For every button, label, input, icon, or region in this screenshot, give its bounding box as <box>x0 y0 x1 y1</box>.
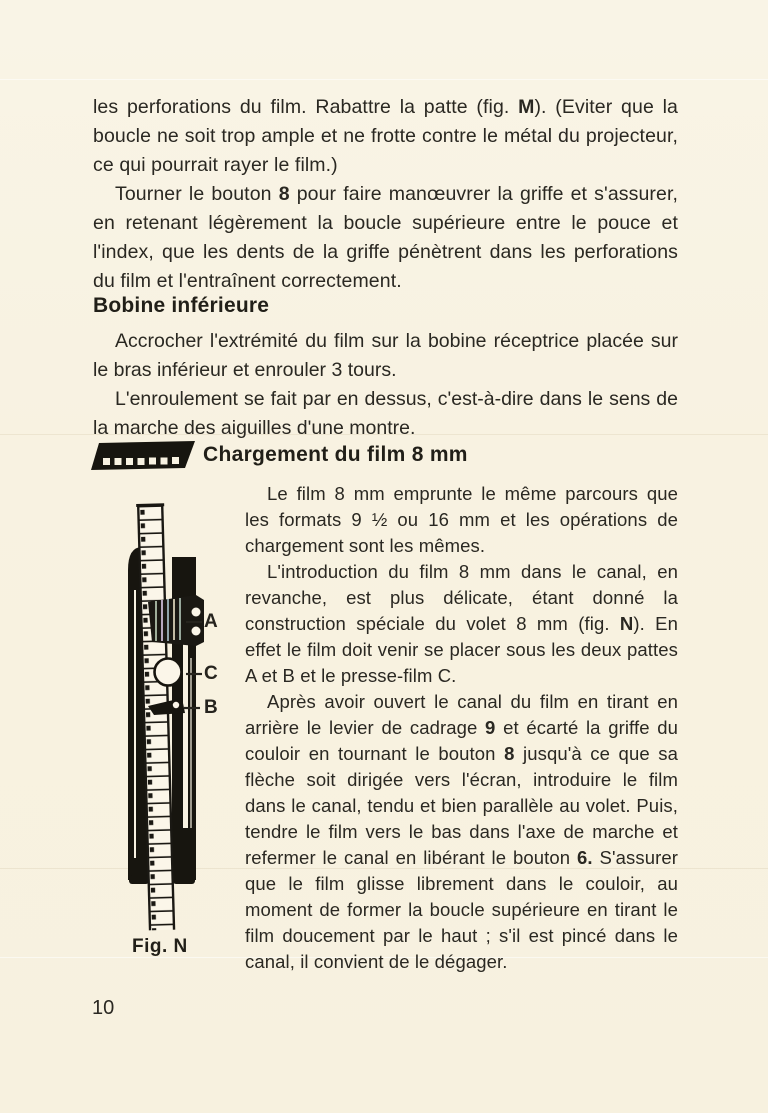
film-strip-icon <box>90 441 196 471</box>
figure-caption: Fig. N <box>132 936 188 957</box>
bobine-text-block <box>93 327 678 443</box>
page-number: 10 <box>92 997 115 1019</box>
figure-n <box>118 498 248 968</box>
body-paragraph: L'enroulement se fait par en dessus, c'est-à-dire dans le sens de la marche des aiguilles d'une montre. <box>93 388 678 439</box>
section-header-chargement <box>90 440 678 474</box>
body-paragraph: Après avoir ouvert le canal du film en tirant en arrière le levier de cadrage 9 et écarté la griffe du couloir en tournant le bouton 8 jusqu'à ce que sa flèche soit dirigée vers l'écran, introduire le film dans le canal, tendu et bien parallèle au volet. Puis, tendre le film vers le bas dans l'axe de marche et refermer le canal en libérant le bouton 6. S'assurer que le film glisse librement dans le couloir, au moment de former la boucle supérieure en tirant le film doucement par le haut ; s'il est pincé dans le canal, il convient de le dégager. <box>245 691 678 972</box>
chargement-text-block <box>245 481 678 975</box>
scan-artifact-line <box>0 79 768 80</box>
body-paragraph: L'introduction du film 8 mm dans le canal, en revanche, est plus délicate, étant donné la construction spéciale du volet 8 mm (fig. N). En effet le film doit venir se placer sous les deux pattes A et B et le presse-film C. <box>245 561 678 686</box>
figure-label-a: A <box>204 611 219 632</box>
figure-label-c: C <box>204 663 219 684</box>
body-paragraph: Accrocher l'extrémité du film sur la bobine réceptrice placée sur le bras inférieur et enrouler 3 tours. <box>93 330 678 381</box>
intro-paragraph: les perforations du film. Rabattre la patte (fig. M). (Eviter que la boucle ne soit trop ample et ne frotte contre le métal du projecteur, ce qui pourrait rayer le film.) <box>93 96 678 176</box>
section-heading-bobine-inferieure: Bobine inférieure <box>93 294 270 317</box>
intro-paragraph: Tourner le bouton 8 pour faire manœuvrer la griffe et s'assurer, en retenant légèrement la boucle supérieure entre le pouce et l'index, que les dents de la griffe pénètrent dans les perforations du film et l'entraînent correctement. <box>93 183 678 292</box>
intro-text-block <box>93 93 678 296</box>
body-paragraph: Le film 8 mm emprunte le même parcours que les formats 9 ½ ou 16 mm et les opérations de chargement sont les mêmes. <box>245 483 678 556</box>
section-heading-chargement: Chargement du film 8 mm <box>203 443 468 466</box>
figure-label-b: B <box>204 697 219 718</box>
